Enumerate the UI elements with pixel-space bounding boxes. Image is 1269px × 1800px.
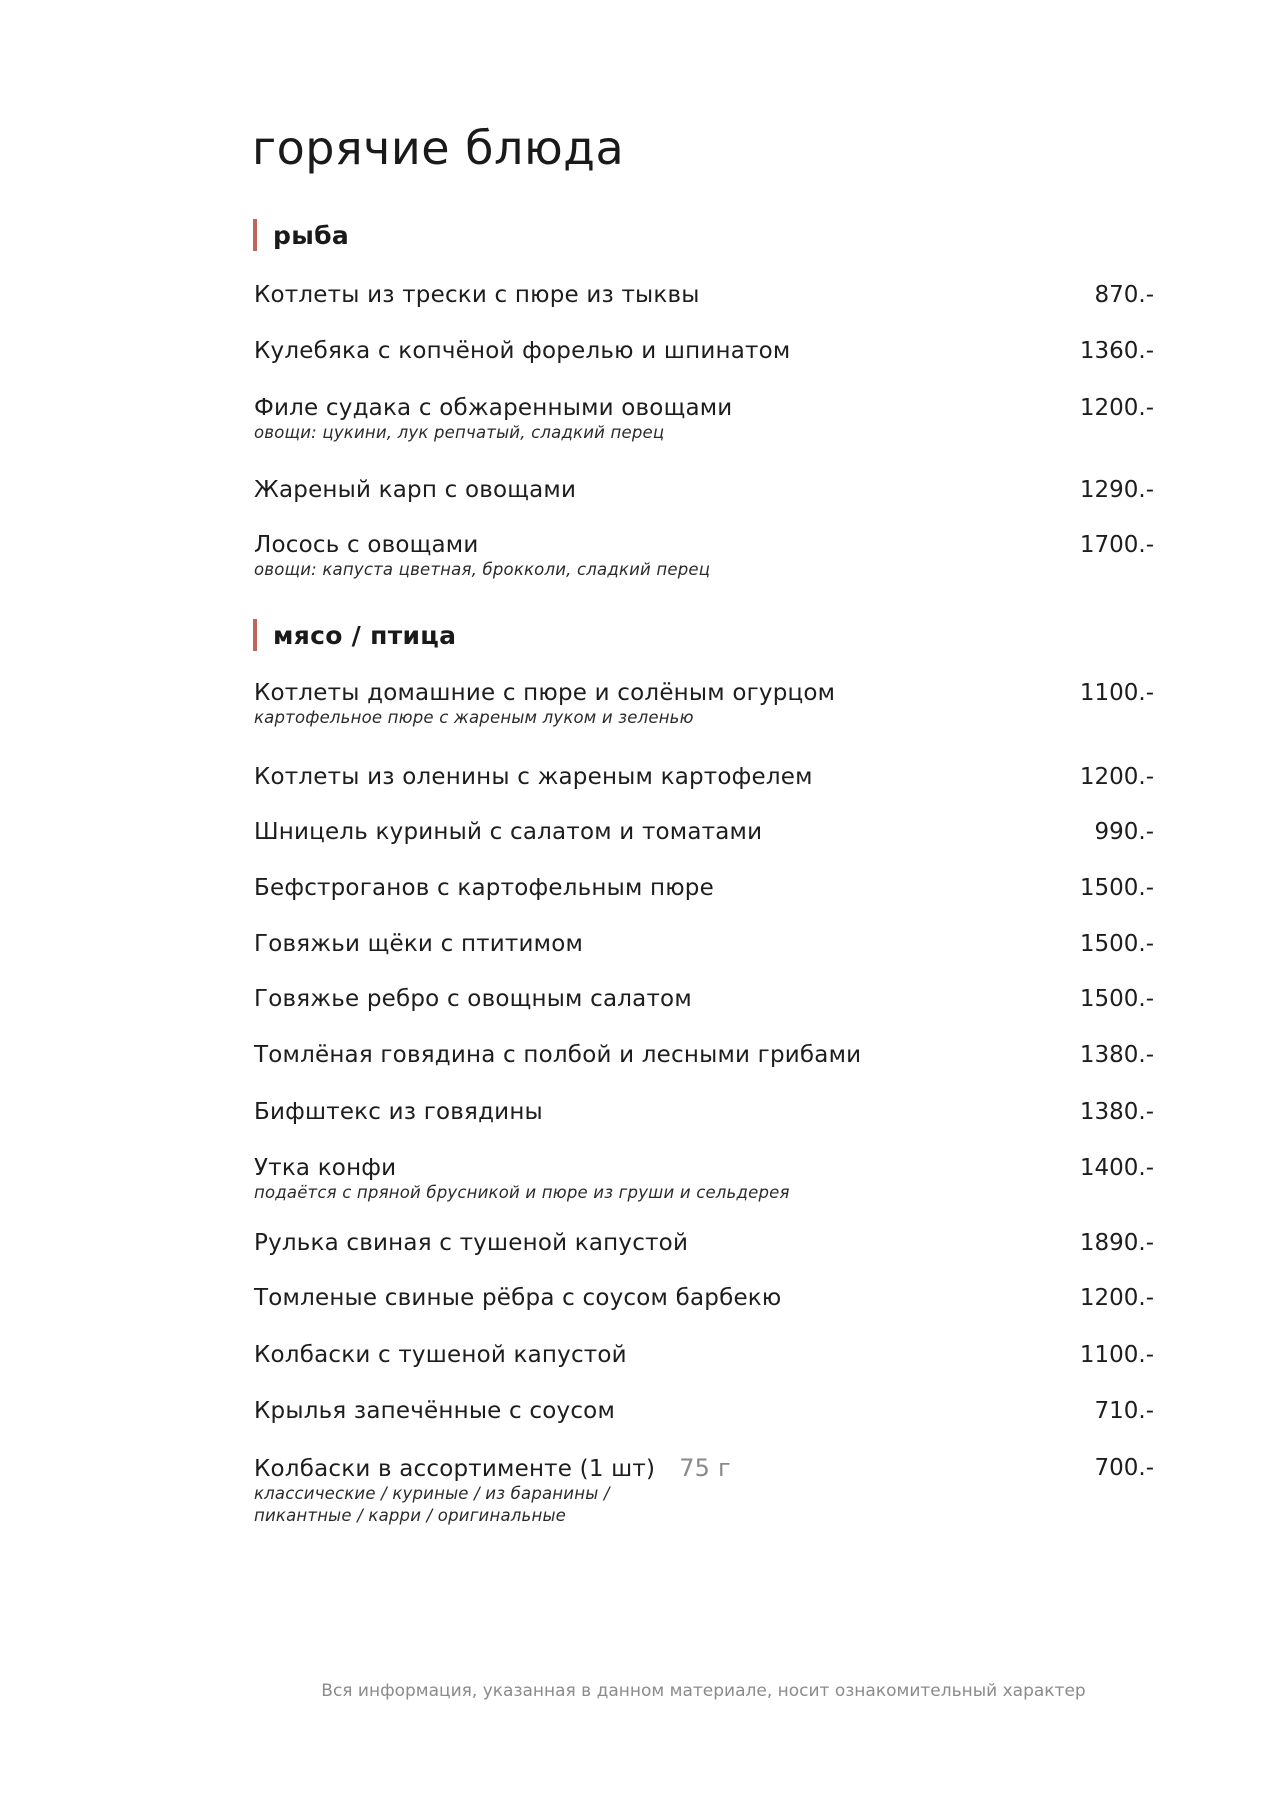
menu-item-price: 1360.- — [1079, 338, 1154, 364]
menu-item — [254, 1341, 1154, 1369]
menu-item-name-line — [254, 1454, 1154, 1483]
menu-item-description: подаётся с пряной брусникой и пюре из груши и сельдерея — [254, 1183, 790, 1202]
menu-item-name-line — [254, 1041, 1154, 1069]
menu-item-price: 1200.- — [1079, 1285, 1154, 1311]
menu-item — [254, 476, 1154, 504]
menu-item — [254, 818, 1154, 846]
menu-item — [254, 394, 1154, 444]
menu-item — [254, 337, 1154, 365]
menu-item-name: Жареный карп с овощами — [254, 477, 577, 503]
menu-item-price: 1500.- — [1079, 931, 1154, 957]
menu-item-name: Утка конфи — [254, 1155, 397, 1181]
menu-item-name: Колбаски с тушеной капустой — [254, 1342, 627, 1368]
menu-item — [254, 1284, 1154, 1312]
menu-item-name-line — [254, 531, 1154, 559]
menu-item-name-line — [254, 818, 1154, 846]
menu-item-description: овощи: цукини, лук репчатый, сладкий перец — [254, 423, 665, 442]
menu-item-name-line — [254, 874, 1154, 902]
menu-item-price: 1380.- — [1079, 1042, 1154, 1068]
section-title: рыба — [273, 220, 350, 250]
menu-item-name-line — [254, 281, 1154, 309]
menu-item-price: 1200.- — [1079, 764, 1154, 790]
menu-item-price: 990.- — [1094, 819, 1154, 845]
menu-item-name-line — [254, 985, 1154, 1013]
menu-item-name-line — [254, 679, 1154, 707]
menu-item-name: Котлеты из трески с пюре из тыквы — [254, 282, 700, 308]
menu-item-price: 710.- — [1094, 1398, 1154, 1424]
menu-item-name: Крылья запечённые с соусом — [254, 1398, 615, 1424]
menu-item — [254, 985, 1154, 1013]
menu-item-name-line — [254, 1397, 1154, 1425]
menu-item-price: 1700.- — [1079, 532, 1154, 558]
menu-item-description: пикантные / карри / оригинальные — [254, 1506, 567, 1525]
menu-item — [254, 531, 1154, 581]
menu-item-name-line — [254, 930, 1154, 958]
menu-item-name: Шницель куриный с салатом и томатами — [254, 819, 763, 845]
menu-item-weight: 75 г — [679, 1454, 731, 1482]
menu-item-name-line — [254, 1154, 1154, 1182]
menu-item-name: Говяжьи щёки с птитимом — [254, 931, 584, 957]
menu-item — [254, 874, 1154, 902]
menu-item-name-line — [254, 394, 1154, 422]
menu-item-description: классические / куриные / из баранины / — [254, 1484, 610, 1503]
menu-item-price: 1200.- — [1079, 395, 1154, 421]
menu-item — [254, 1229, 1154, 1257]
menu-item-name-line — [254, 337, 1154, 365]
menu-item-price: 1890.- — [1079, 1230, 1154, 1256]
menu-item-name: Бифштекс из говядины — [254, 1099, 543, 1125]
menu-item-name: Котлеты домашние с пюре и солёным огурцом — [254, 680, 836, 706]
menu-item-name-line — [254, 1098, 1154, 1126]
menu-item-price: 1380.- — [1079, 1099, 1154, 1125]
menu-item-name-line — [254, 476, 1154, 504]
menu-item-name-line — [254, 763, 1154, 791]
section-header — [253, 218, 349, 252]
menu-item — [254, 679, 1154, 729]
section-title: мясо / птица — [273, 620, 457, 650]
menu-item — [254, 763, 1154, 791]
menu-item-price: 1100.- — [1079, 1342, 1154, 1368]
menu-item-name: Котлеты из оленины с жареным картофелем — [254, 764, 813, 790]
section-accent-bar — [253, 619, 257, 651]
menu-item-name: Томленые свиные рёбра с соусом барбекю — [254, 1285, 782, 1311]
menu-item-description: овощи: капуста цветная, брокколи, сладкий перец — [254, 560, 711, 579]
menu-item-price: 1100.- — [1079, 680, 1154, 706]
menu-item — [254, 1454, 1154, 1527]
menu-item-name: Бефстроганов с картофельным пюре — [254, 875, 714, 901]
menu-item-name: Кулебяка с копчёной форелью и шпинатом — [254, 338, 791, 364]
menu-item-price: 1400.- — [1079, 1155, 1154, 1181]
menu-item-name: Рулька свиная с тушеной капустой — [254, 1230, 689, 1256]
menu-item-description: картофельное пюре с жареным луком и зеленью — [254, 708, 694, 727]
menu-item-name: Колбаски в ассортименте (1 шт) — [254, 1456, 656, 1482]
menu-item-name: Томлёная говядина с полбой и лесными грибами — [254, 1042, 862, 1068]
menu-item-name: Лосось с овощами — [254, 532, 479, 558]
menu-item — [254, 930, 1154, 958]
footer-disclaimer: Вся информация, указанная в данном материале, носит ознакомительный характер — [321, 1681, 1086, 1701]
menu-item-name-line — [254, 1341, 1154, 1369]
menu-item — [254, 1397, 1154, 1425]
menu-item — [254, 1041, 1154, 1069]
menu-item-name: Филе судака с обжаренными овощами — [254, 395, 733, 421]
menu-item-price: 1290.- — [1079, 477, 1154, 503]
menu-item — [254, 281, 1154, 309]
menu-item-name: Говяжье ребро с овощным салатом — [254, 986, 692, 1012]
menu-item — [254, 1098, 1154, 1126]
section-header — [253, 618, 456, 652]
menu-item-name-line — [254, 1284, 1154, 1312]
menu-item-price: 1500.- — [1079, 986, 1154, 1012]
menu-item-price: 870.- — [1094, 282, 1154, 308]
menu-item-price: 700.- — [1094, 1455, 1154, 1481]
menu-item-name-line — [254, 1229, 1154, 1257]
section-accent-bar — [253, 219, 257, 251]
menu-item — [254, 1154, 1154, 1204]
page-title: горячие блюда — [252, 121, 625, 175]
menu-item-price: 1500.- — [1079, 875, 1154, 901]
